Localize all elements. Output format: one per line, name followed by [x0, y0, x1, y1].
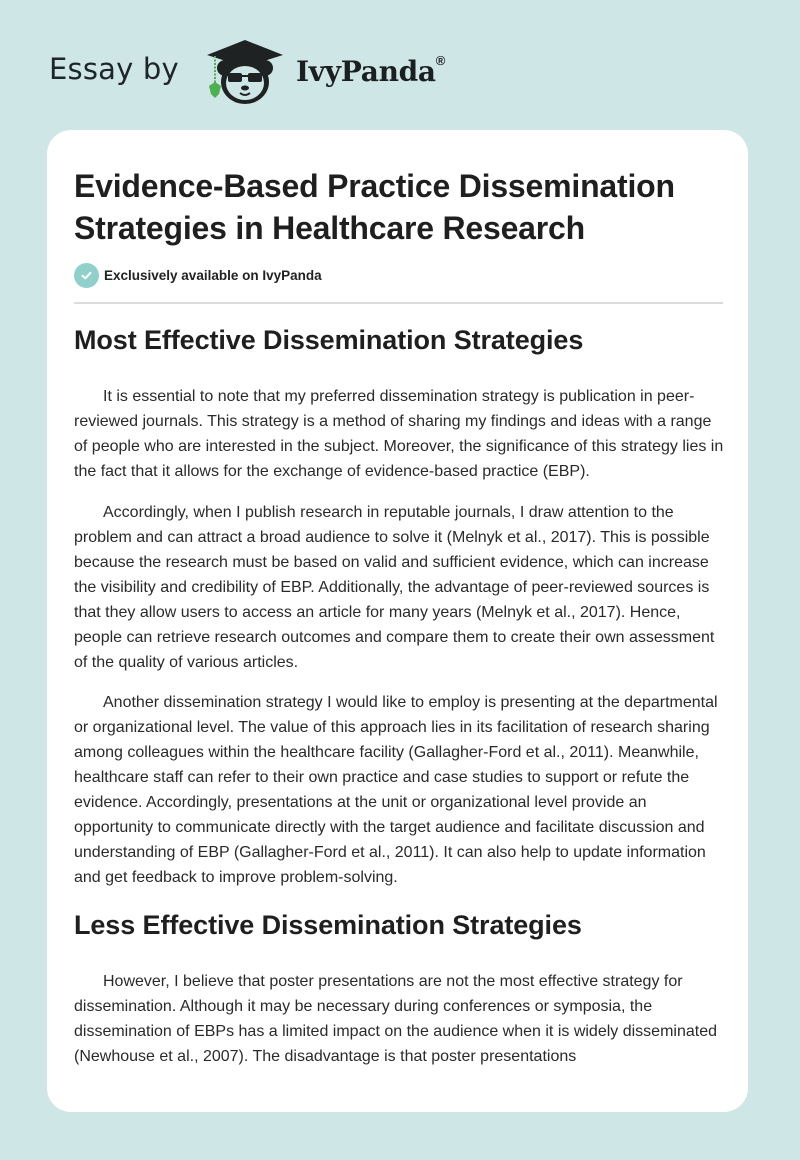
section-heading: Less Effective Dissemination Strategies [74, 910, 582, 940]
brand-name[interactable]: IvyPanda® [296, 52, 446, 88]
paragraph: However, I believe that poster presentations are not the most effective strategy for dissemination. Although it may be necessary during conferences or symposia, the dissemination of EBPs has a limited impact on the audience when it is widely disseminated (Newhouse et al., 2007). The disadvantage is that poster presentations [74, 973, 717, 1065]
section-heading: Most Effective Dissemination Strategies [74, 325, 584, 355]
site-header [0, 0, 800, 130]
paragraph: Another dissemination strategy I would like to employ is presenting at the departmental or organizational level. The value of this approach lies in its facilitation of research sharing among colleagues within the healthcare facility (Gallagher-Ford et al., 2011). Meanwhile, healthcare staff can refer to their own practice and case studies to support or refute the evidence. Accordingly, presentations at the unit or organizational level provide an opportunity to communicate directly with the target audience and facilitate discussion and understanding of EBP (Gallagher-Ford et al., 2011). It can also help to update information and get feedback to improve problem-solving. [74, 694, 718, 886]
registered-mark: ® [435, 52, 446, 68]
divider [74, 302, 723, 304]
essay-card [47, 130, 748, 1112]
exclusive-badge [74, 263, 322, 288]
panda-graduate-logo-icon[interactable] [203, 36, 287, 108]
page-title: Evidence-Based Practice Dissemination Strategies in Healthcare Research [74, 168, 675, 246]
paragraph: Accordingly, when I publish research in reputable journals, I draw attention to the problem and can attract a broad audience to solve it (Melnyk et al., 2017). This is possible because the research must be based on valid and sufficient evidence, which can increase the visibility and credibility of EBP. Additionally, the advantage of peer-reviewed sources is that they allow users to access an article for many years (Melnyk et al., 2017). Hence, people can retrieve research outcomes and compare them to create their own assessment of the quality of various articles. [74, 504, 715, 671]
badge-text: Exclusively available on IvyPanda [104, 268, 322, 283]
paragraph: It is essential to note that my preferred dissemination strategy is publication in peer-reviewed journals. This strategy is a method of sharing my findings and ideas with a range of people who are interested in the subject. Moreover, the significance of this strategy lies in the fact that it allows for the exchange of evidence-based practice (EBP). [74, 388, 724, 480]
check-circle-icon [74, 263, 99, 288]
essay-by-label: Essay by [49, 52, 179, 86]
